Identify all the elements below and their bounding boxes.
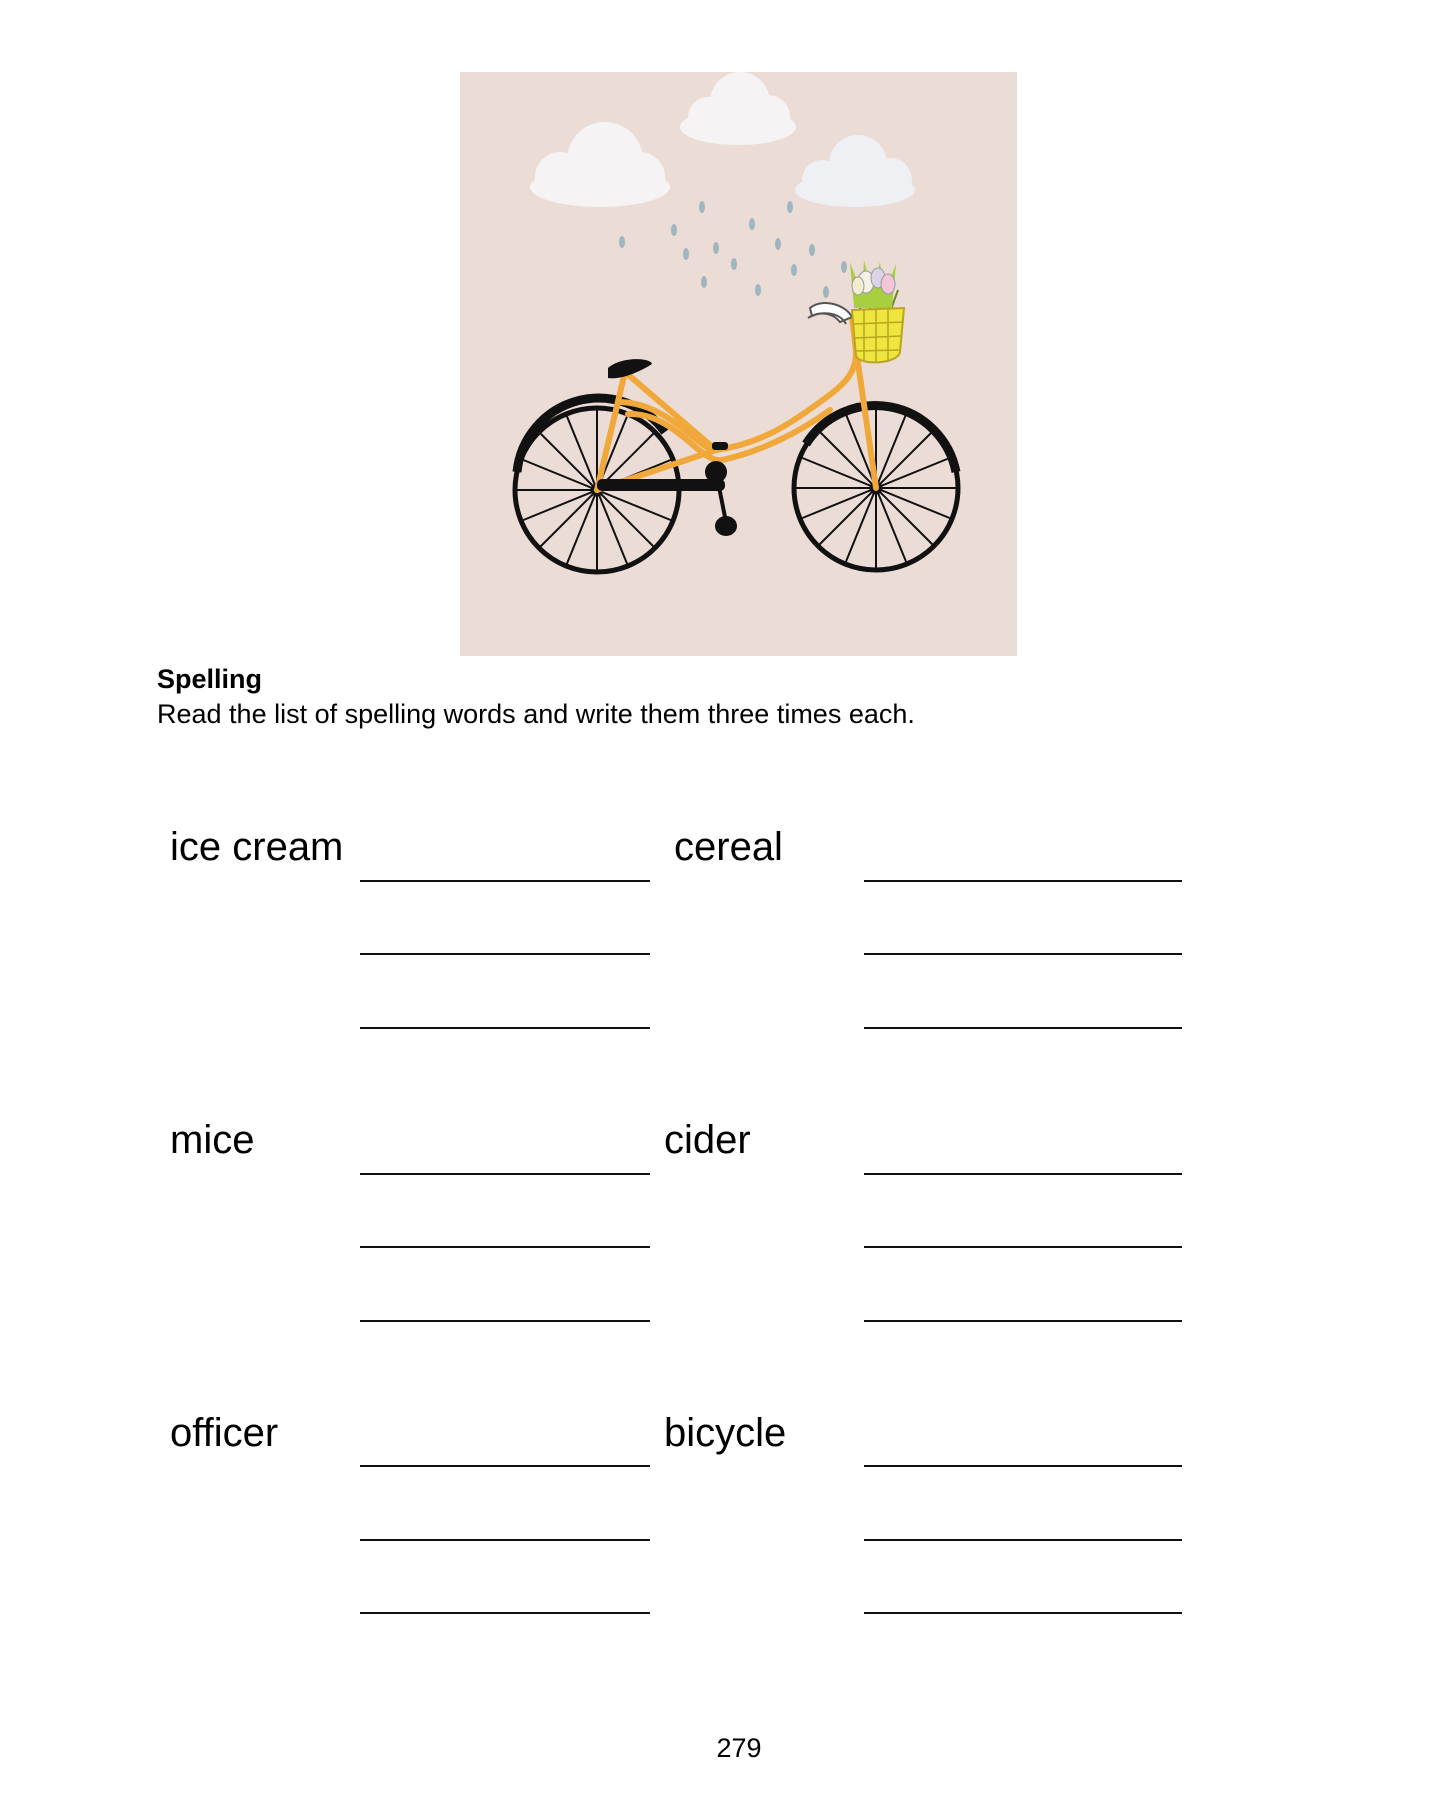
- write-line[interactable]: [864, 1173, 1182, 1175]
- cloud-icon: [795, 135, 915, 207]
- write-line[interactable]: [360, 1027, 650, 1029]
- section-instructions: Read the list of spelling words and write them three times each.: [157, 699, 915, 729]
- write-line[interactable]: [864, 1465, 1182, 1467]
- pedal: [716, 472, 735, 534]
- spelling-word: cider: [664, 1118, 751, 1162]
- spelling-word: mice: [170, 1118, 255, 1162]
- spelling-word: bicycle: [664, 1411, 787, 1455]
- write-line[interactable]: [360, 1246, 650, 1248]
- flower-icon: [850, 260, 896, 308]
- page-number: 279: [716, 1733, 762, 1763]
- spelling-word: ice cream: [170, 825, 344, 869]
- write-line[interactable]: [864, 1539, 1182, 1541]
- bicycle-frame: [597, 317, 876, 490]
- write-line[interactable]: [360, 953, 650, 955]
- basket: [852, 308, 904, 363]
- write-line[interactable]: [864, 1246, 1182, 1248]
- raindrop-icon: [619, 201, 867, 298]
- write-line[interactable]: [864, 953, 1182, 955]
- write-line[interactable]: [360, 880, 650, 882]
- cloud-icon: [530, 122, 670, 207]
- spelling-word: cereal: [674, 825, 783, 869]
- spelling-word: officer: [170, 1411, 279, 1455]
- write-line[interactable]: [360, 1612, 650, 1614]
- write-line[interactable]: [360, 1465, 650, 1467]
- cloud-icon: [680, 72, 796, 145]
- write-line[interactable]: [360, 1173, 650, 1175]
- write-line[interactable]: [360, 1539, 650, 1541]
- section-heading: Spelling: [157, 664, 263, 694]
- handlebar: [808, 303, 852, 324]
- bicycle-illustration: [460, 72, 1017, 656]
- write-line[interactable]: [360, 1320, 650, 1322]
- write-line[interactable]: [864, 880, 1182, 882]
- write-line[interactable]: [864, 1027, 1182, 1029]
- write-line[interactable]: [864, 1320, 1182, 1322]
- write-line[interactable]: [864, 1612, 1182, 1614]
